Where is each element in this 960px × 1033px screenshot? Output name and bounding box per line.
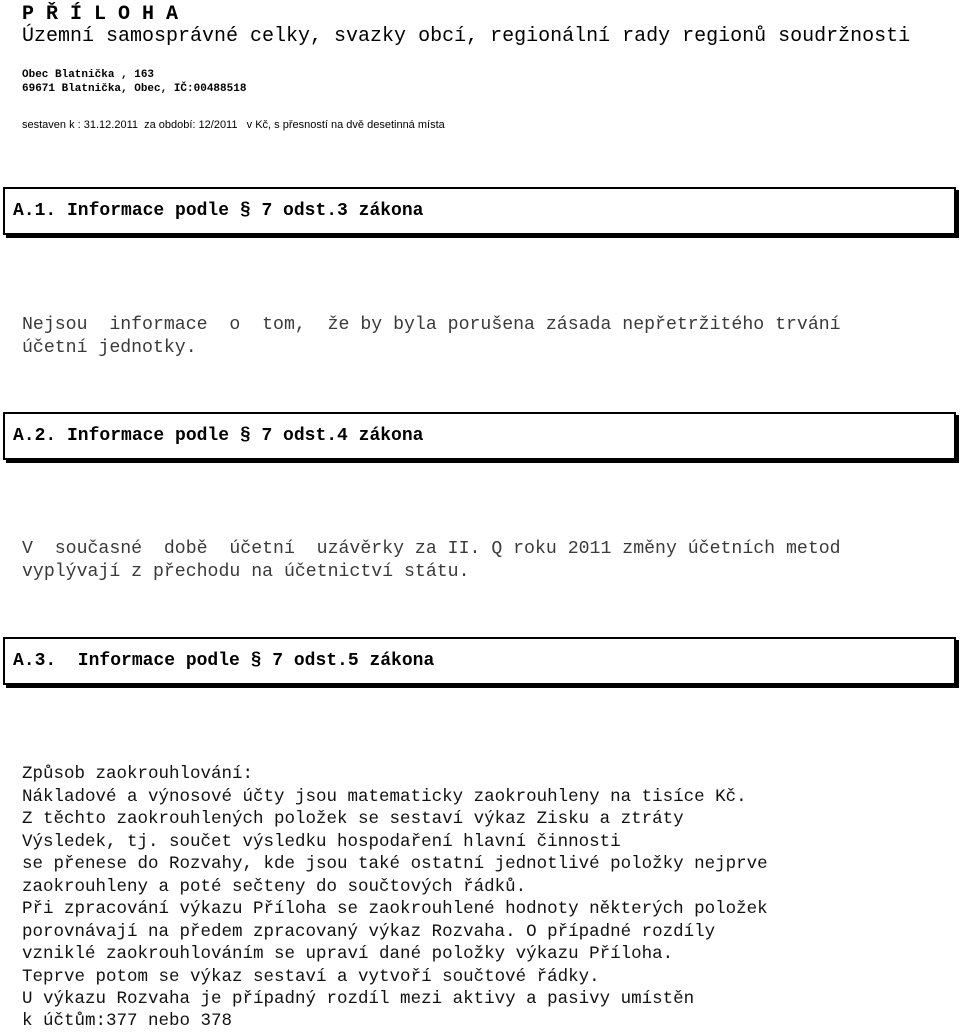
org-name: Obec Blatnička , 163 xyxy=(22,69,155,81)
section-a3-line-12: k účtům:377 nebo 378 xyxy=(22,1011,233,1031)
report-meta: sestaven k : 31.12.2011 za období: 12/2011 v Kč, s přesností na dvě desetinná místa xyxy=(22,119,445,131)
section-heading-a2: A.2. Informace podle § 7 odst.4 zákona xyxy=(13,426,424,446)
page-title: P Ř Í L O H A xyxy=(22,3,179,26)
org-address: 69671 Blatnička, Obec, IČ:00488518 xyxy=(22,83,247,95)
section-a3-line-7: Při zpracování výkazu Příloha se zaokrouhlené hodnoty některých položek xyxy=(22,899,768,919)
section-a3-line-1: Způsob zaokrouhlování: xyxy=(22,764,254,784)
section-a3-line-4: Výsledek, tj. součet výsledku hospodaření hlavní činnosti xyxy=(22,832,621,852)
page-subtitle: Územní samosprávné celky, svazky obcí, regionální rady regionů soudržnosti xyxy=(22,25,911,48)
section-heading-box-a3 xyxy=(3,637,956,685)
section-a3-line-11: U výkazu Rozvaha je případný rozdíl mezi aktivy a pasivy umístěn xyxy=(22,989,695,1009)
section-a1-line-1: Nejsou informace o tom, že by byla porušena zásada nepřetržitého trvání xyxy=(22,315,841,335)
section-a3-line-3: Z těchto zaokrouhlených položek se sestaví výkaz Zisku a ztráty xyxy=(22,809,684,829)
section-a3-line-10: Teprve potom se výkaz sestaví a vytvoří součtové řádky. xyxy=(22,967,600,987)
section-a2-line-2: vyplývají z přechodu na účetnictví státu. xyxy=(22,562,470,582)
section-heading-box-a2 xyxy=(3,412,956,460)
section-heading-a1: A.1. Informace podle § 7 odst.3 zákona xyxy=(13,201,424,221)
section-a1-line-2: účetní jednotky. xyxy=(22,338,197,358)
section-a3-line-2: Nákladové a výnosové účty jsou matematicky zaokrouhleny na tisíce Kč. xyxy=(22,787,747,807)
section-heading-box-a1 xyxy=(3,187,956,235)
section-a3-line-9: vzniklé zaokrouhlováním se upraví dané položky výkazu Příloha. xyxy=(22,944,674,964)
section-a3-line-5: se přenese do Rozvahy, kde jsou také ostatní jednotlivé položky nejprve xyxy=(22,854,768,874)
section-heading-a3: A.3. Informace podle § 7 odst.5 zákona xyxy=(13,651,435,671)
section-a3-line-6: zaokrouhleny a poté sečteny do součtových řádků. xyxy=(22,877,527,897)
section-a3-line-8: porovnávají na předem zpracovaný výkaz Rozvaha. O případné rozdíly xyxy=(22,922,716,942)
section-a2-line-1: V současné době účetní uzávěrky za II. Q roku 2011 změny účetních metod xyxy=(22,539,841,559)
